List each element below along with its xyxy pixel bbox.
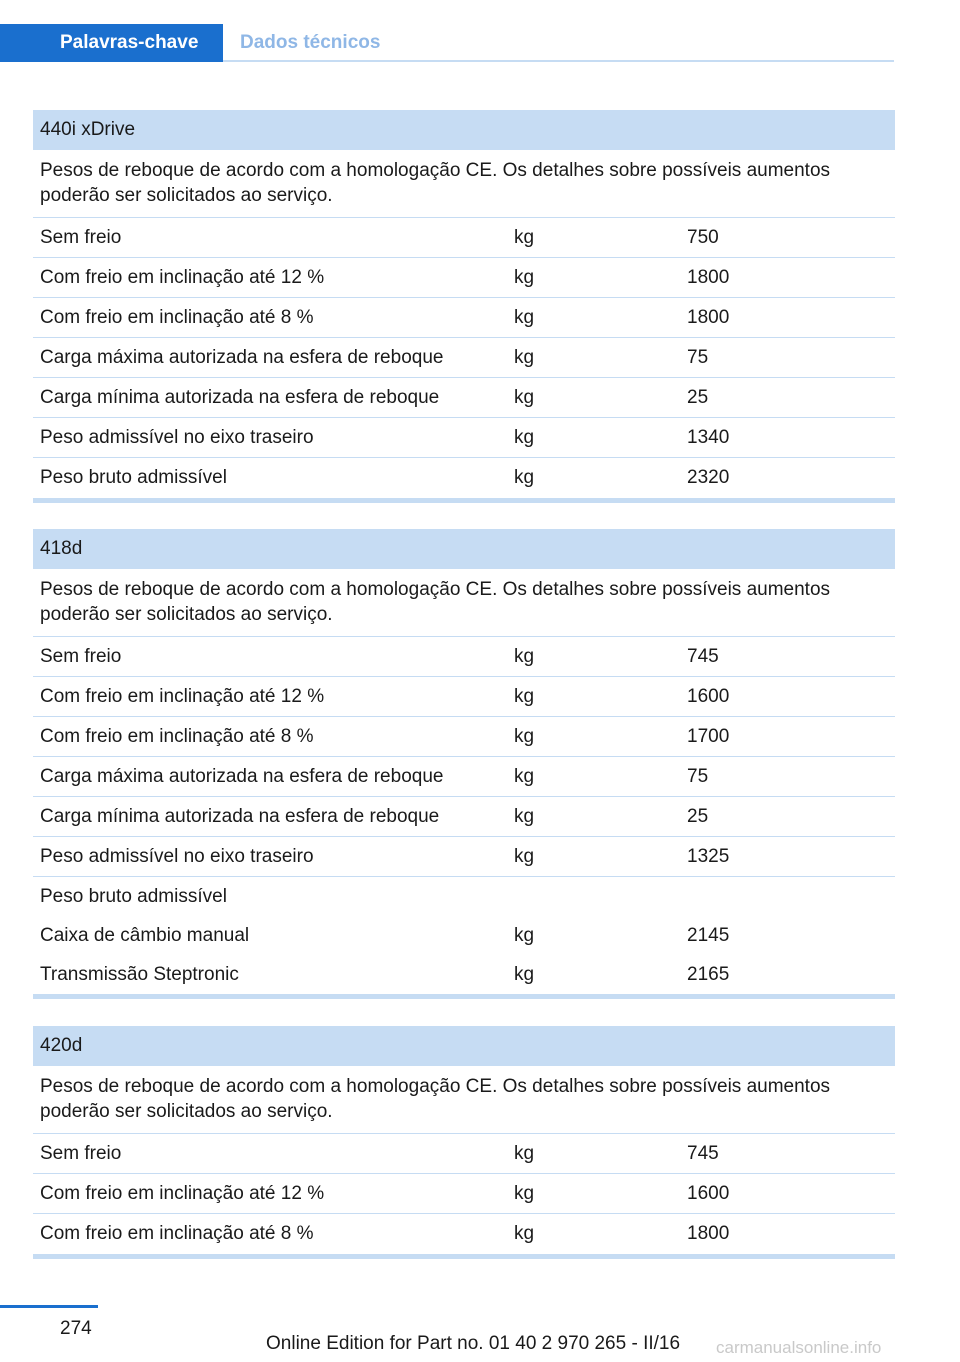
row-value: 2145 [687, 925, 730, 946]
table-row [33, 378, 895, 418]
row-label: Peso admissível no eixo traseiro [40, 427, 314, 448]
tab-technical-data[interactable]: Dados técnicos [240, 32, 381, 53]
table-row [33, 298, 895, 338]
row-unit: kg [514, 646, 535, 667]
spec-table-420d [33, 1026, 895, 1259]
row-value: 1600 [687, 686, 730, 707]
row-value: 25 [687, 806, 709, 827]
table-end-rule [33, 498, 895, 503]
spec-table-title: 420d [33, 1026, 895, 1066]
row-unit: kg [514, 1183, 535, 1204]
table-row [33, 338, 895, 378]
row-unit: kg [514, 925, 535, 946]
table-row [33, 637, 895, 677]
row-label: Com freio em inclinação até 12 % [40, 267, 325, 288]
row-label: Carga mínima autorizada na esfera de reboque [40, 387, 440, 408]
row-unit: kg [514, 467, 535, 488]
spec-table-note: Pesos de reboque de acordo com a homologação CE. Os detalhes sobre possíveis aumentos poderão ser solicitados ao serviço. [33, 150, 895, 218]
row-label: Sem freio [40, 646, 122, 667]
table-row [33, 837, 895, 877]
spec-table-note: Pesos de reboque de acordo com a homologação CE. Os detalhes sobre possíveis aumentos poderão ser solicitados ao serviço. [33, 569, 895, 637]
table-row [33, 877, 895, 916]
row-unit: kg [514, 1143, 535, 1164]
row-value: 1700 [687, 726, 730, 747]
row-unit: kg [514, 267, 535, 288]
row-value: 1325 [687, 846, 730, 867]
row-value: 25 [687, 387, 709, 408]
row-unit: kg [514, 227, 535, 248]
row-value: 1800 [687, 267, 730, 288]
row-unit: kg [514, 766, 535, 787]
table-row [33, 458, 895, 498]
row-unit: kg [514, 307, 535, 328]
row-label: Peso bruto admissível [40, 467, 227, 488]
row-label: Com freio em inclinação até 8 % [40, 726, 314, 747]
row-value: 1340 [687, 427, 730, 448]
spec-table-title: 418d [33, 529, 895, 569]
spec-table-418d [33, 529, 895, 999]
row-value: 2320 [687, 467, 730, 488]
table-row [33, 757, 895, 797]
row-label: Sem freio [40, 227, 122, 248]
row-unit: kg [514, 427, 535, 448]
table-row [33, 677, 895, 717]
edition-note: Online Edition for Part no. 01 40 2 970 265 - II/16 [266, 1333, 681, 1354]
table-row [33, 218, 895, 258]
header-tabbar [0, 24, 894, 62]
table-row [33, 1174, 895, 1214]
row-label: Caixa de câmbio manual [40, 925, 250, 946]
row-label: Sem freio [40, 1143, 122, 1164]
row-label: Com freio em inclinação até 8 % [40, 307, 314, 328]
row-value: 75 [687, 766, 709, 787]
row-value: 750 [687, 227, 719, 248]
spec-table-440i [33, 110, 895, 503]
table-row [33, 955, 895, 994]
table-end-rule [33, 994, 895, 999]
row-label: Com freio em inclinação até 8 % [40, 1223, 314, 1244]
table-row [33, 258, 895, 298]
row-label: Carga mínima autorizada na esfera de reboque [40, 806, 440, 827]
row-unit: kg [514, 347, 535, 368]
row-value: 1800 [687, 307, 730, 328]
row-value: 1800 [687, 1223, 730, 1244]
row-value: 745 [687, 1143, 719, 1164]
spec-table-title: 440i xDrive [33, 110, 895, 150]
watermark: carmanualsonline.info [716, 1338, 882, 1357]
table-row [33, 916, 895, 955]
row-unit: kg [514, 806, 535, 827]
page-number-rule [0, 1305, 98, 1308]
row-label: Carga máxima autorizada na esfera de reboque [40, 347, 444, 368]
row-value: 2165 [687, 964, 730, 985]
row-unit: kg [514, 387, 535, 408]
row-value: 745 [687, 646, 719, 667]
row-unit: kg [514, 686, 535, 707]
table-end-rule [33, 1254, 895, 1259]
table-row [33, 797, 895, 837]
row-unit: kg [514, 1223, 535, 1244]
row-label: Transmissão Steptronic [40, 964, 239, 985]
row-unit: kg [514, 846, 535, 867]
tab-keywords[interactable]: Palavras-chave [0, 24, 223, 62]
row-label: Com freio em inclinação até 12 % [40, 686, 325, 707]
row-label: Peso bruto admissível [40, 886, 227, 907]
table-row [33, 1134, 895, 1174]
page-number: 274 [60, 1318, 92, 1339]
row-unit: kg [514, 964, 535, 985]
row-value: 75 [687, 347, 709, 368]
table-row [33, 1214, 895, 1254]
row-label: Com freio em inclinação até 12 % [40, 1183, 325, 1204]
row-value: 1600 [687, 1183, 730, 1204]
row-unit: kg [514, 726, 535, 747]
table-row [33, 418, 895, 458]
row-label: Peso admissível no eixo traseiro [40, 846, 314, 867]
table-row [33, 717, 895, 757]
row-label: Carga máxima autorizada na esfera de reboque [40, 766, 444, 787]
spec-table-note: Pesos de reboque de acordo com a homologação CE. Os detalhes sobre possíveis aumentos poderão ser solicitados ao serviço. [33, 1066, 895, 1134]
